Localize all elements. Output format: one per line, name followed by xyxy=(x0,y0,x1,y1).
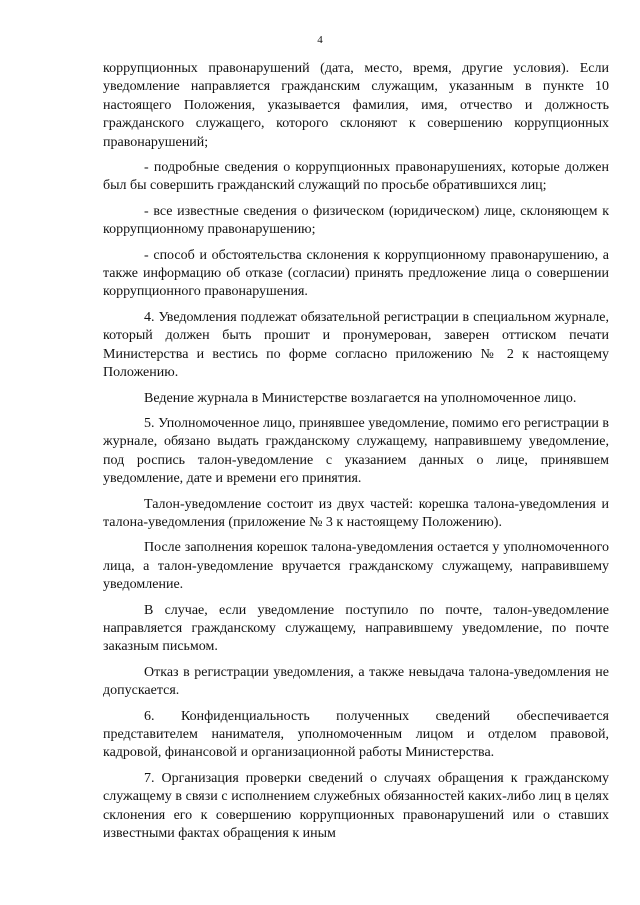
list-item: - все известные сведения о физическом (юридическом) лице, склоняющем к коррупционному правонарушению; xyxy=(103,203,609,238)
paragraph: После заполнения корешок талона-уведомления остается у уполномоченного лица, а талон-уведомление вручается гражданскому служащему, направившему уведомление. xyxy=(103,540,609,593)
paragraph: 5. Уполномоченное лицо, принявшее уведомление, помимо его регистрации в журнале, обязано выдать гражданскому служащему, направившему уведомление, под роспись талон-уведомление с указанием данных о лице, принявшем уведомление, дате и времени его принятия. xyxy=(103,415,609,487)
paragraph: В случае, если уведомление поступило по почте, талон-уведомление направляется гражданскому служащему, направившему уведомление, по почте заказным письмом. xyxy=(103,602,609,655)
page-number: 4 xyxy=(317,34,323,46)
paragraph: 6. Конфиденциальность полученных сведений обеспечивается представителем нанимателя, уполномоченным лицом и отделом правовой, кадровой, финансовой и организационной работы Министерства. xyxy=(103,708,609,761)
list-item: - способ и обстоятельства склонения к коррупционному правонарушению, а также информацию об отказе (согласии) принять предложение лица о совершении коррупционного правонарушения. xyxy=(103,247,609,300)
paragraph: Талон-уведомление состоит из двух частей: корешка талона-уведомления и талона-уведомления (приложение № 3 к настоящему Положению). xyxy=(103,496,609,530)
list-item: - подробные сведения о коррупционных правонарушениях, которые должен был бы совершить гражданский служащий по просьбе обратившихся лиц; xyxy=(103,160,609,194)
document-body xyxy=(103,60,609,850)
paragraph: Отказ в регистрации уведомления, а также невыдача талона-уведомления не допускается. xyxy=(103,664,609,699)
paragraph: Ведение журнала в Министерстве возлагается на уполномоченное лицо. xyxy=(144,390,577,406)
paragraph: 4. Уведомления подлежат обязательной регистрации в специальном журнале, который должен быть прошит и пронумерован, заверен оттиском печати Министерства и вестись по форме согласно приложению № 2 к настоящему Положению. xyxy=(103,309,609,381)
paragraph: 7. Организация проверки сведений о случаях обращения к гражданскому служащему в связи с исполнением служебных обязанностей каких-либо лиц в целях склонения его к совершению коррупционных правонарушений или о ставших известными фактах обращения к иным xyxy=(103,770,609,842)
paragraph: коррупционных правонарушений (дата, место, время, другие условия). Если уведомление направляется гражданским служащим, указанным в пункте 10 настоящего Положения, указывается фамилия, имя, отчество и должность гражданского служащего, которого склоняют к совершению коррупционных правонарушений; xyxy=(103,61,609,150)
